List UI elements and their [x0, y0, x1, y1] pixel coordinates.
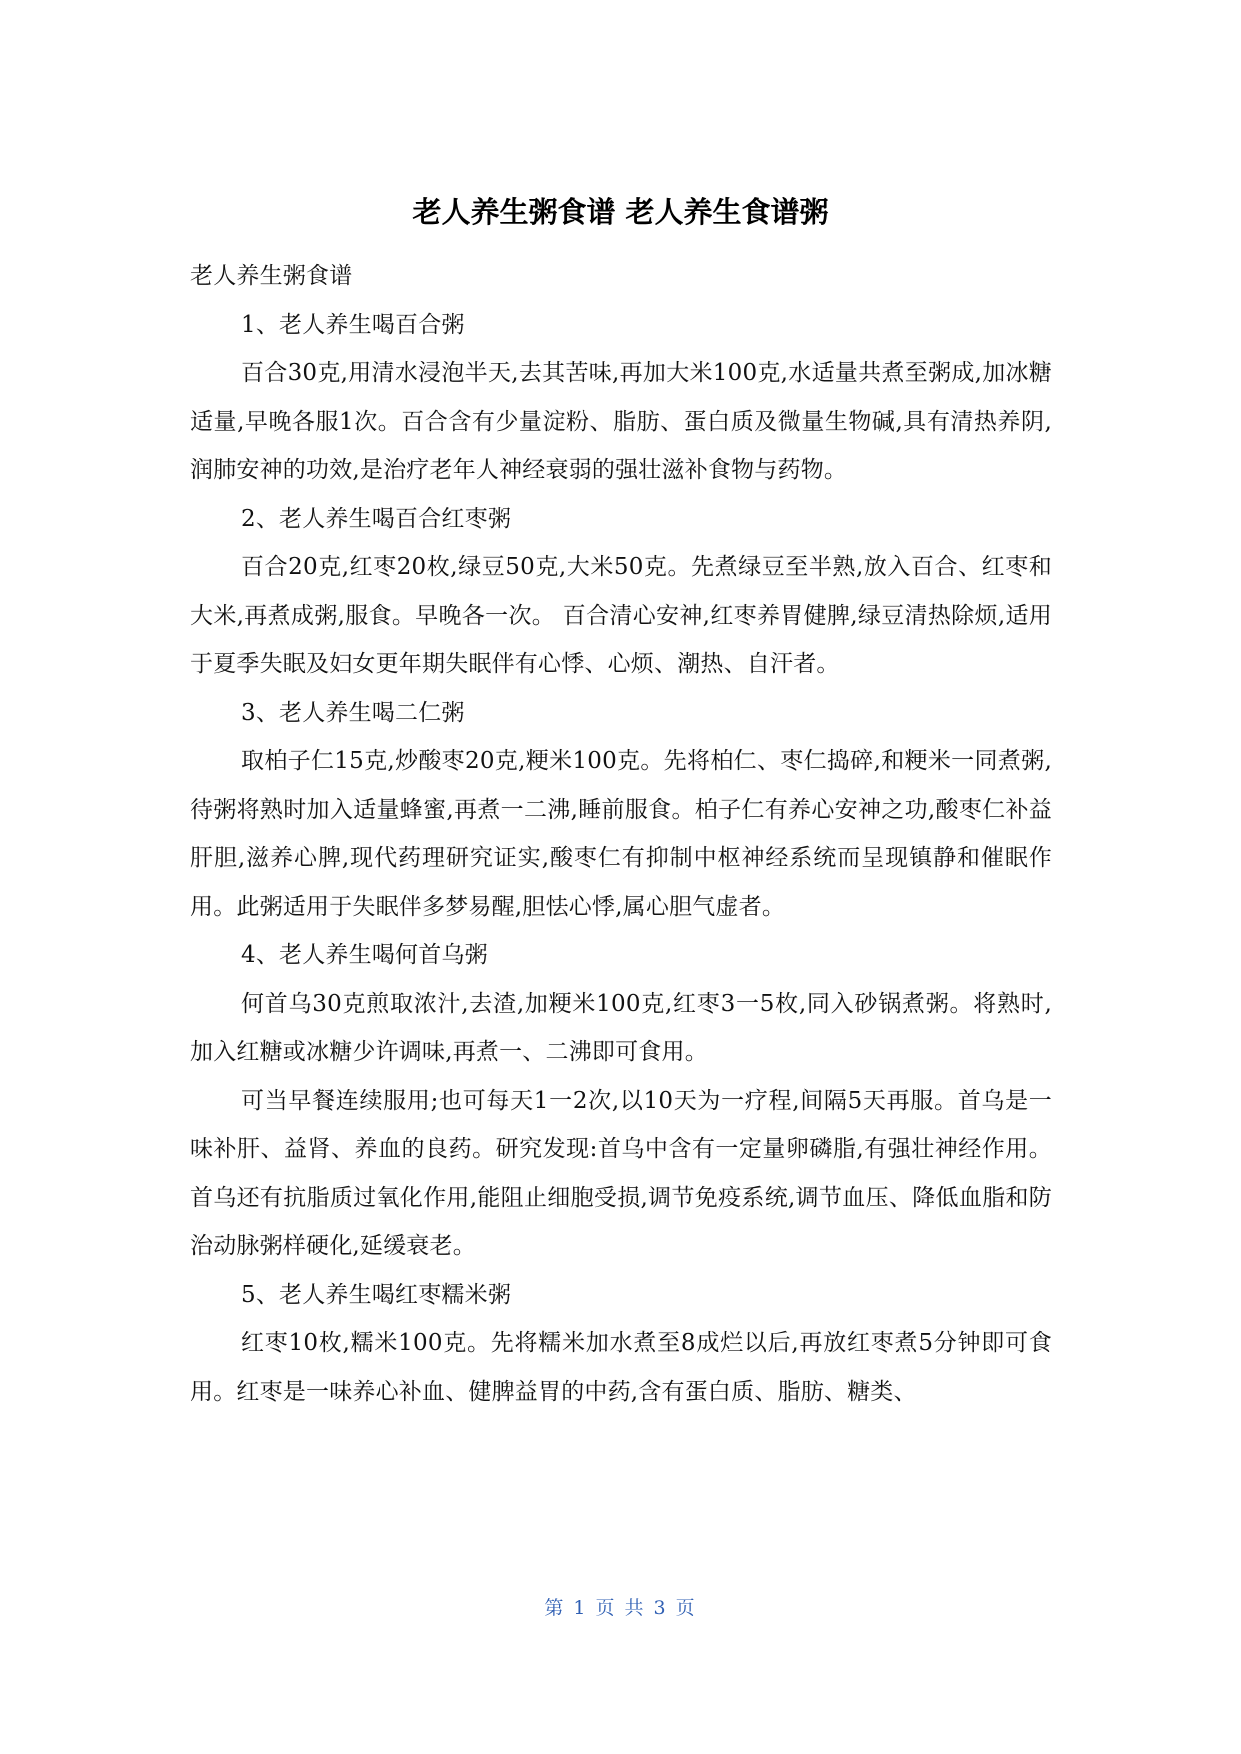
body-paragraph: 百合30克,用清水浸泡半天,去其苦味,再加大米100克,水适量共煮至粥成,加冰糖适量,早晚各服1次。百合含有少量淀粉、脂肪、蛋白质及微量生物碱,具有清热养阴,润肺安神的功效,是治疗老年人神经衰弱的强壮滋补食物与药物。	[190, 360, 1052, 483]
body-paragraph: 百合20克,红枣20枚,绿豆50克,大米50克。先煮绿豆至半熟,放入百合、红枣和大米,再煮成粥,服食。早晚各一次。 百合清心安神,红枣养胃健脾,绿豆清热除烦,适用于夏季失眠及妇女更年期失眠伴有心悸、心烦、潮热、自汗者。	[190, 554, 1052, 677]
body-paragraph: 可当早餐连续服用;也可每天1一2次,以10天为一疗程,间隔5天再服。首乌是一味补肝、益肾、养血的良药。研究发现:首乌中含有一定量卵磷脂,有强壮神经作用。首乌还有抗脂质过氧化作用,能阻止细胞受损,调节免疫系统,调节血压、降低血脂和防治动脉粥样硬化,延缓衰老。	[190, 1087, 1052, 1259]
section-heading: 1、老人养生喝百合粥	[241, 311, 465, 338]
section-heading: 3、老人养生喝二仁粥	[241, 699, 465, 726]
body-paragraph: 老人养生粥食谱	[190, 263, 353, 289]
document-body	[190, 252, 1052, 1416]
page-number-label: 第 1 页 共 3 页	[544, 1597, 697, 1619]
body-paragraph: 何首乌30克煎取浓汁,去渣,加粳米100克,红枣3一5枚,同入砂锅煮粥。将熟时,加入红糖或冰糖少许调味,再煮一、二沸即可食用。	[190, 990, 1052, 1065]
section-heading: 4、老人养生喝何首乌粥	[241, 942, 488, 968]
section-heading: 5、老人养生喝红枣糯米粥	[241, 1281, 512, 1308]
section-heading: 2、老人养生喝百合红枣粥	[241, 505, 512, 532]
page-number-footer	[0, 1593, 1241, 1623]
body-paragraph: 取柏子仁15克,炒酸枣20克,粳米100克。先将柏仁、枣仁捣碎,和粳米一同煮粥,待粥将熟时加入适量蜂蜜,再煮一二沸,睡前服食。柏子仁有养心安神之功,酸枣仁补益肝胆,滋养心脾,现代药理研究证实,酸枣仁有抑制中枢神经系统而呈现镇静和催眠作用。此粥适用于失眠伴多梦易醒,胆怯心悸,属心胆气虚者。	[190, 748, 1052, 920]
body-paragraph: 红枣10枚,糯米100克。先将糯米加水煮至8成烂以后,再放红枣煮5分钟即可食用。红枣是一味养心补血、健脾益胃的中药,含有蛋白质、脂肪、糖类、	[190, 1330, 1052, 1405]
document-title: 老人养生粥食谱 老人养生食谱粥	[412, 195, 829, 229]
